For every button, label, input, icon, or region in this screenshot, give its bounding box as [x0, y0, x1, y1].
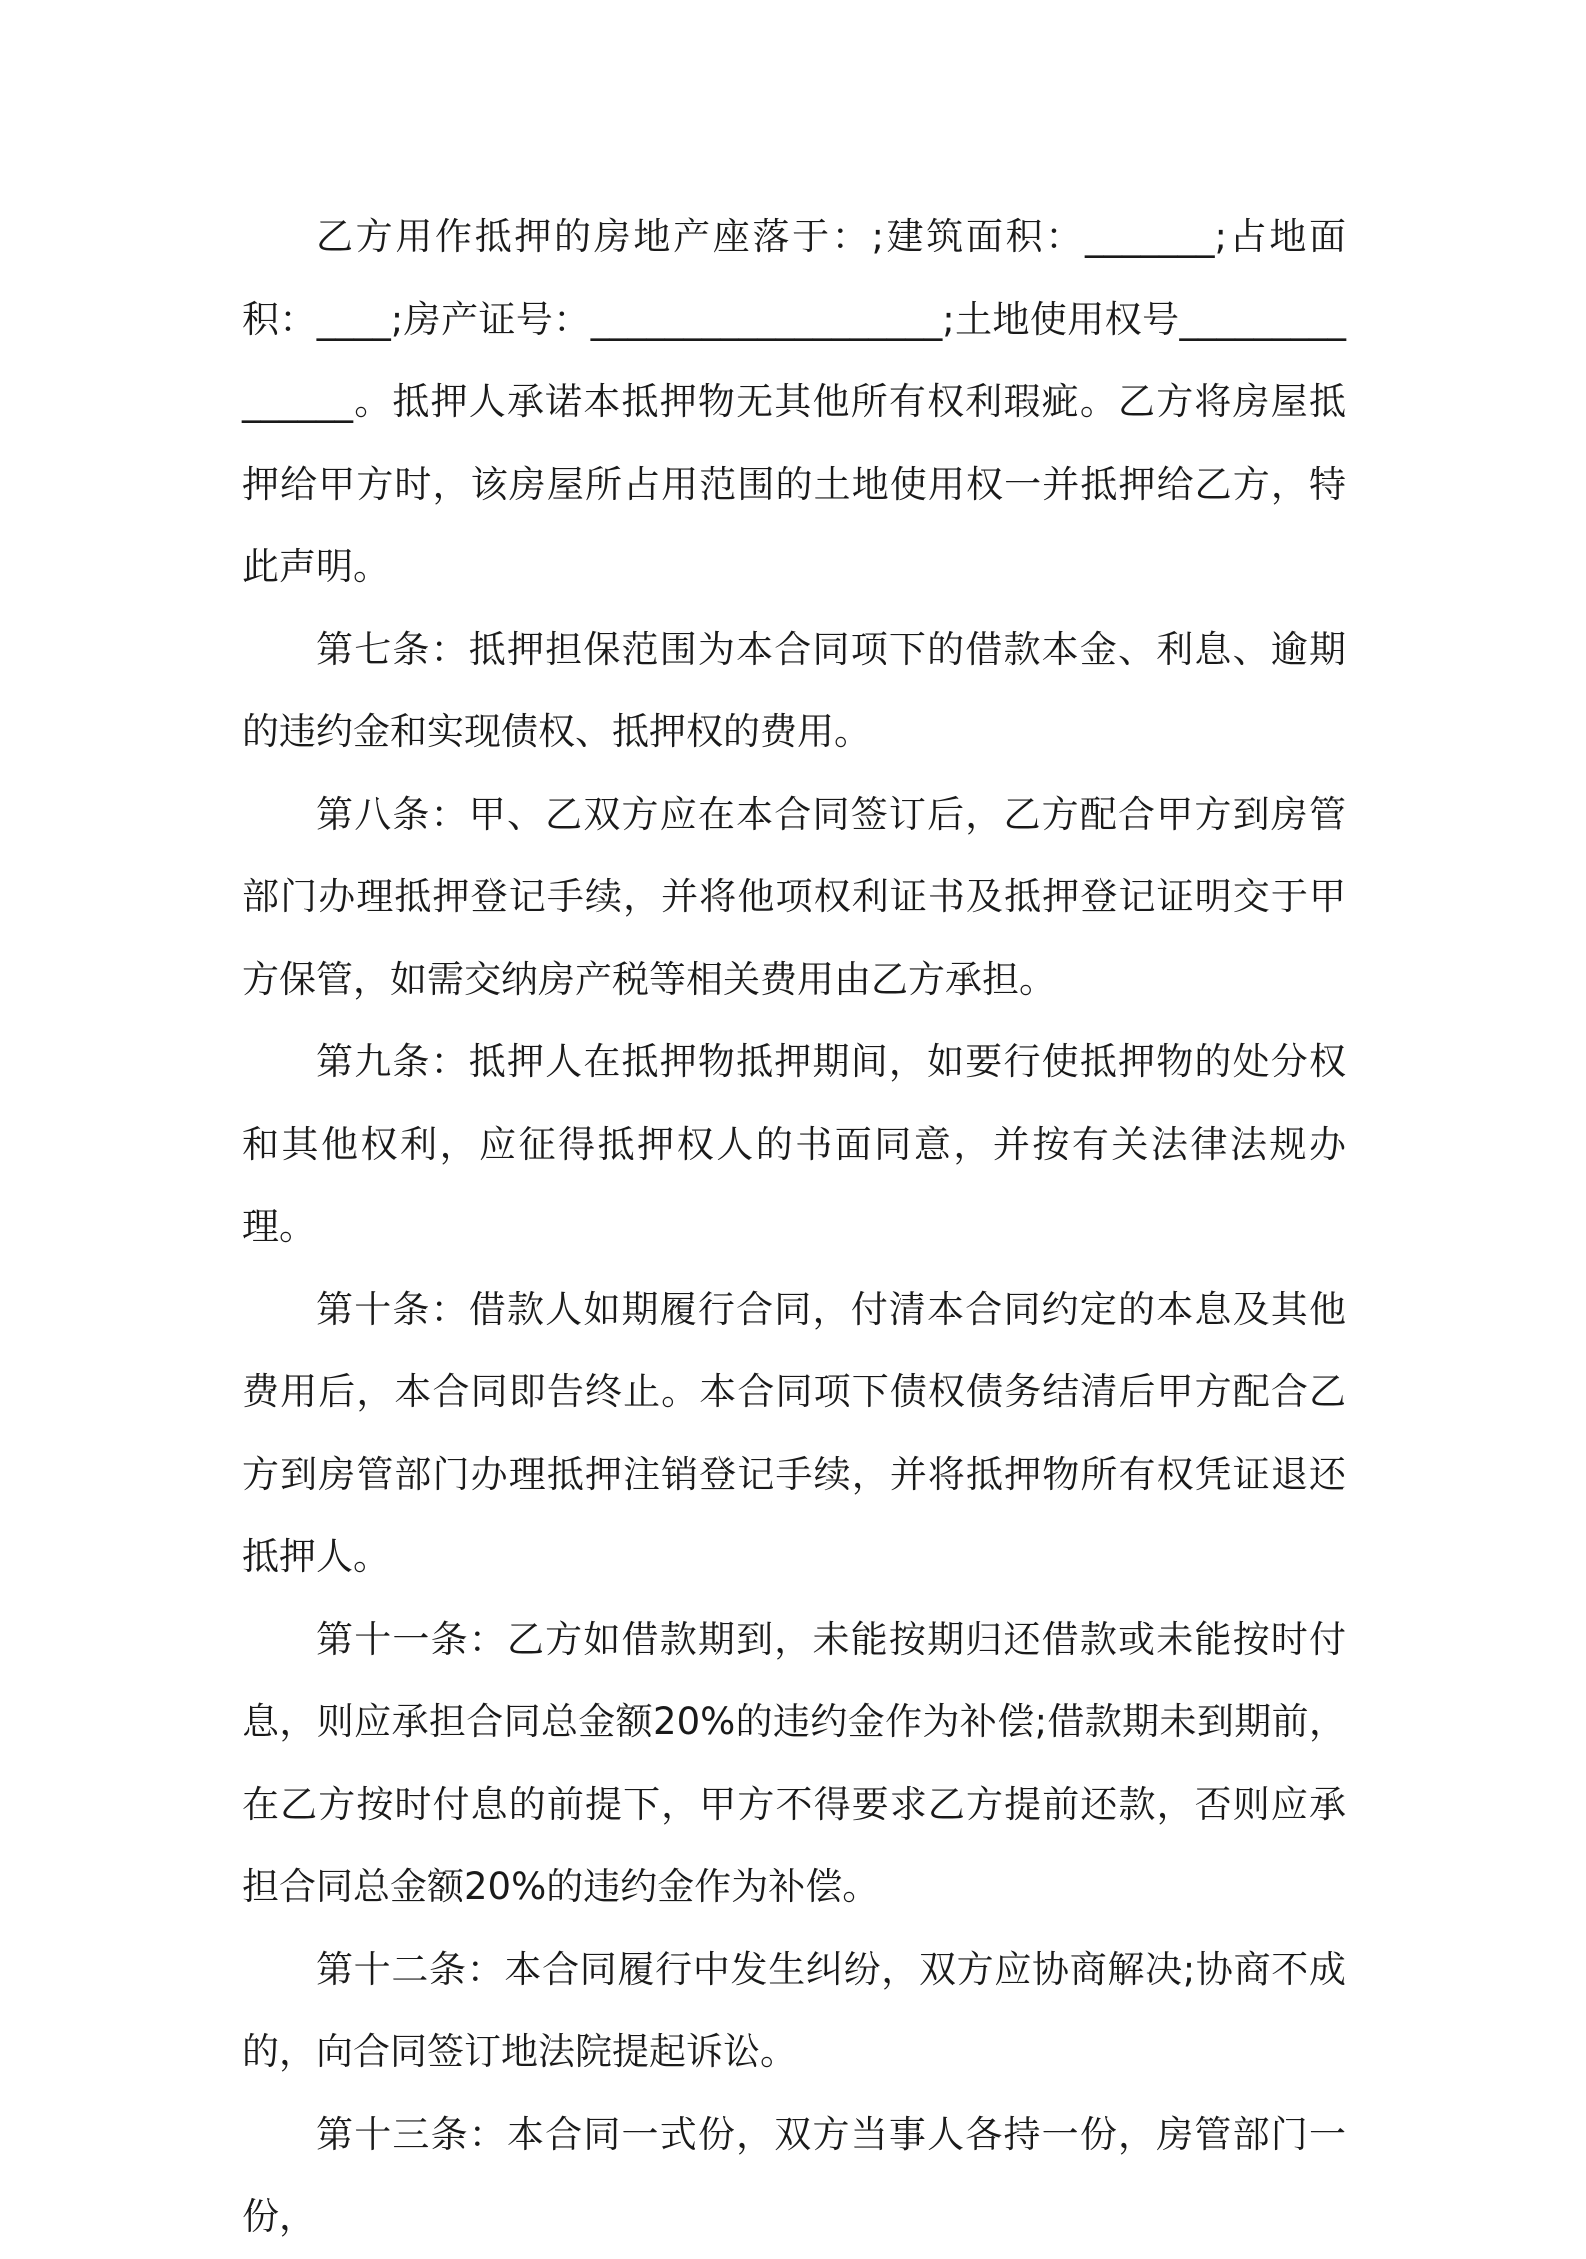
- paragraph-article-10: 第十条：借款人如期履行合同，付清本合同约定的本息及其他费用后，本合同即告终止。本合同项下债权债务结清后甲方配合乙方到房管部门办理抵押注销登记手续，并将抵押物所有权凭证退还抵押人。: [242, 1287, 1346, 1578]
- paragraph-article-11: 第十一条：乙方如借款期到，未能按期归还借款或未能按时付息，则应承担合同总金额20%的违约金作为补偿;借款期未到期前，在乙方按时付息的前提下，甲方不得要求乙方提前还款，否则应承担合同总金额20%的违约金作为补偿。: [242, 1617, 1346, 1908]
- paragraph-article-7: 第七条：抵押担保范围为本合同项下的借款本金、利息、逾期的违约金和实现债权、抵押权的费用。: [242, 627, 1346, 753]
- paragraph-article-12: 第十二条：本合同履行中发生纠纷，双方应协商解决;协商不成的，向合同签订地法院提起诉讼。: [242, 1947, 1346, 2073]
- paragraph-article-9: 第九条：抵押人在抵押物抵押期间，如要行使抵押物的处分权和其他权利，应征得抵押权人的书面同意，并按有关法律法规办理。: [242, 1040, 1346, 1248]
- contract-body: [242, 196, 1346, 2259]
- paragraph-property-description: 乙方用作抵押的房地产座落于：;建筑面积：_______;占地面积：____;房产证号：___________________;土地使用权号_______________。抵押人承诺本抵押物无其他所有权利瑕疵。乙方将房屋抵押给甲方时，该房屋所占用范围的土地使用权一并抵押给乙方，特此声明。: [242, 215, 1346, 588]
- paragraph-article-8: 第八条：甲、乙双方应在本合同签订后，乙方配合甲方到房管部门办理抵押登记手续，并将他项权利证书及抵押登记证明交于甲方保管，如需交纳房产税等相关费用由乙方承担。: [242, 792, 1346, 1001]
- paragraph-article-13: 第十三条：本合同一式份，双方当事人各持一份，房管部门一份，: [242, 2112, 1346, 2238]
